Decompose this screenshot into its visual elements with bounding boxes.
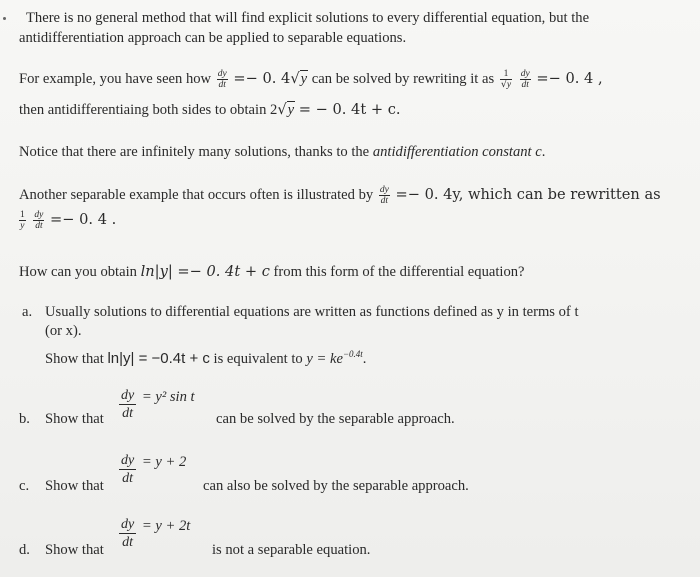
part-c-fraction: $\frac{dy}{dt}$ = y + 2: [121, 453, 187, 486]
part-b-fraction: $\frac{dy}{dt}$ = y² sin t: [121, 388, 195, 421]
part-a-result: y = ke: [306, 351, 343, 367]
part-d-label: d.: [19, 542, 30, 558]
part-c-label: c.: [19, 478, 30, 494]
notice-line: Notice that there are infinitely many solutions, thanks to the antidifferentiation constant c.: [19, 144, 546, 160]
bullet-mark: [3, 17, 6, 20]
dy-dt-fraction: $\frac{dy}{dt}$: [217, 69, 227, 90]
part-d-rhs: = y + 2t: [141, 517, 191, 534]
part-d-tail: is not a separable equation.: [212, 542, 371, 558]
example1-l2-pre: then antidifferentiaing both sides to obtain 2: [19, 102, 278, 118]
part-c-rhs: = y + 2: [141, 453, 187, 470]
example1-l2-post: = − 0. 4t + c.: [298, 101, 401, 118]
part-b-show: Show that: [45, 411, 104, 427]
example1-pre: For example, you have seen how: [19, 70, 212, 87]
dy-dt-fraction-3: $\frac{dy}{dt}$: [379, 185, 389, 206]
part-a-show: Show that ln|y| = −0.4t + c is equivalent to $y = ke^{-0.4t}$.: [45, 349, 367, 367]
part-a-exponent: −0.4t: [342, 349, 363, 359]
one-over-sqrt-y-fraction: $\frac{1}{√y}$: [500, 69, 512, 90]
sqrt-sign: √: [290, 69, 300, 87]
part-c-tail: can also be solved by the separable approach.: [203, 478, 469, 494]
question-line: How can you obtain ln|y| =− 0. 4t + c from this form of the differential equation?: [19, 263, 525, 280]
example1-eq2: =− 0. 4 ,: [536, 69, 603, 87]
example1-eq1: =− 0. 4: [233, 69, 291, 87]
question-expression: ln|y| =− 0. 4t + c: [140, 263, 270, 280]
dy-dt-fraction-2: $\frac{dy}{dt}$: [520, 69, 530, 90]
example1-line-1: [19, 69, 603, 90]
antidifferentiation-constant: antidifferentiation constant c: [372, 144, 542, 160]
part-b-label: b.: [19, 411, 30, 427]
intro-line-1: There is no general method that will find explicit solutions to every differential equation, but the: [26, 10, 590, 26]
part-a-line-2: (or x).: [45, 323, 82, 339]
part-c-show: Show that: [45, 478, 104, 494]
one-over-y-fraction: $\frac{1}{y}$: [20, 210, 25, 231]
example2-line-1: Another separable example that occurs often is illustrated by $\frac{dy}{dt}$ =− 0. 4y, which can be rewritten as: [19, 185, 661, 206]
part-b-rhs: = y² sin t: [141, 388, 195, 405]
part-a-label: a.: [22, 304, 33, 320]
part-a-line-1: Usually solutions to differential equations are written as functions defined as y in terms of t: [45, 304, 579, 320]
example1-mid: can be solved by rewriting it as: [311, 70, 495, 87]
part-d-fraction: $\frac{dy}{dt}$ = y + 2t: [121, 517, 191, 550]
part-a-expression: ln|y| = −0.4t + c: [107, 350, 210, 367]
sqrt-y: y: [300, 70, 308, 87]
example2-line-2: $\frac{1}{y}$ $\frac{dy}{dt}$ =− 0. 4 .: [20, 210, 117, 231]
dy-dt-fraction-4: $\frac{dy}{dt}$: [34, 210, 44, 231]
example1-line-2: then antidifferentiaing both sides to obtain 2√y = − 0. 4t + c.: [19, 101, 401, 118]
part-d-show: Show that: [45, 542, 104, 558]
intro-line-2: antidifferentiation approach can be applied to separable equations.: [19, 30, 407, 46]
part-b-tail: can be solved by the separable approach.: [216, 411, 455, 427]
